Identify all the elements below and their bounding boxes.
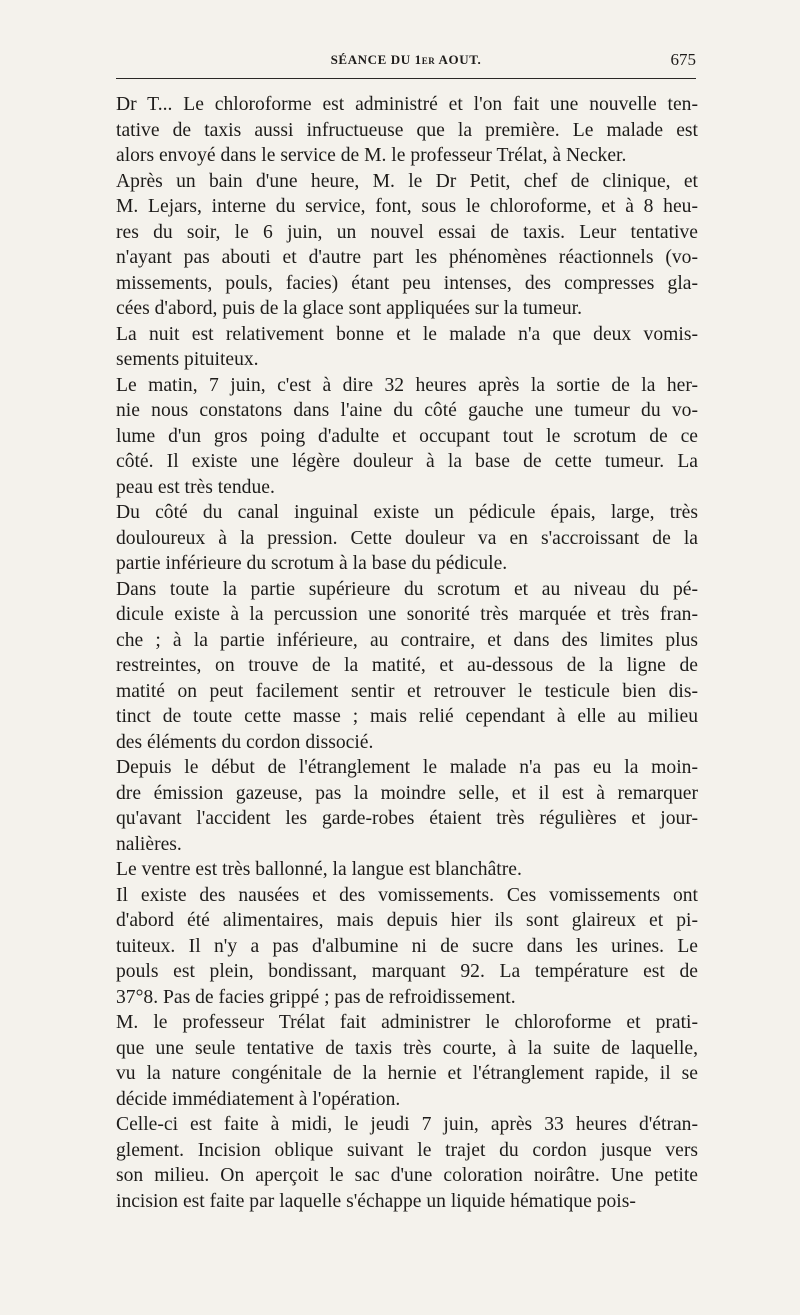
text-line: matité on peut facilement sentir et retrouver le testicule bien dis- — [116, 680, 698, 702]
text-line: cées d'abord, puis de la glace sont appliquées sur la tumeur. — [116, 298, 583, 319]
text-line: glement. Incision oblique suivant le trajet du cordon jusque vers — [116, 1139, 698, 1161]
text-line: partie inférieure du scrotum à la base du pédicule. — [116, 553, 508, 574]
text-line: Depuis le début de l'étranglement le malade n'a pas eu la moin- — [116, 757, 698, 778]
text-line: n'ayant pas abouti et d'autre part les phénomènes réactionnels (vo- — [116, 247, 698, 268]
paragraph — [116, 92, 698, 169]
text-line: Dr T... Le chloroforme est administré et l'on fait une nouvelle ten- — [116, 94, 698, 115]
text-line: tative de taxis aussi infructueuse que la première. Le malade est — [116, 119, 698, 141]
header-rule — [116, 78, 696, 79]
text-line: restreintes, on trouve de la matité, et au-dessous de la ligne de — [116, 655, 698, 676]
text-line: missements, pouls, facies) étant peu intenses, des compresses gla- — [116, 272, 698, 294]
text-line: incision est faite par laquelle s'échappe un liquide hématique pois- — [116, 1190, 636, 1212]
paragraph — [116, 1010, 698, 1112]
text-line: que une seule tentative de taxis très courte, à la suite de laquelle, — [116, 1037, 698, 1059]
paragraph — [116, 883, 698, 1011]
paragraph — [116, 755, 698, 857]
text-line: Du côté du canal inguinal existe un pédicule épais, large, très — [116, 502, 698, 523]
text-line: pouls est plein, bondissant, marquant 92. La température est de — [116, 961, 698, 982]
body-text — [116, 92, 698, 1214]
text-line: Dans toute la partie supérieure du scrotum et au niveau du pé- — [116, 578, 698, 600]
text-line: M. Lejars, interne du service, font, sous le chloroforme, et à 8 heu- — [116, 196, 698, 217]
paragraph — [116, 322, 698, 373]
page-header — [116, 52, 696, 76]
text-line: che ; à la partie inférieure, au contraire, et dans des limites plus — [116, 629, 698, 651]
text-line: Celle-ci est faite à midi, le jeudi 7 juin, après 33 heures d'étran- — [116, 1114, 698, 1135]
running-title: SÉANCE DU 1er AOUT. — [330, 52, 482, 67]
text-line: peau est très tendue. — [116, 476, 275, 498]
text-line: douloureux à la pression. Cette douleur va en s'accroissant de la — [116, 527, 698, 549]
page-number: 675 — [670, 50, 696, 69]
text-line: sements pituiteux. — [116, 349, 259, 370]
text-line: res du soir, le 6 juin, un nouvel essai de taxis. Leur tentative — [116, 221, 698, 243]
text-line: lume d'un gros poing d'adulte et occupant tout le scrotum de ce — [116, 425, 698, 447]
paragraph — [116, 857, 698, 883]
paragraph — [116, 1112, 698, 1214]
text-line: vu la nature congénitale de la hernie et l'étranglement rapide, il se — [116, 1063, 698, 1084]
text-line: nie nous constatons dans l'aine du côté gauche une tumeur du vo- — [116, 400, 698, 421]
text-line: Le ventre est très ballonné, la langue est blanchâtre. — [116, 859, 522, 880]
paragraph — [116, 373, 698, 501]
text-line: Le matin, 7 juin, c'est à dire 32 heures après la sortie de la her- — [116, 374, 698, 396]
text-line: 37°8. Pas de facies grippé ; pas de refroidissement. — [116, 986, 516, 1008]
text-line: d'abord été alimentaires, mais depuis hier ils sont glaireux et pi- — [116, 910, 698, 931]
text-line: côté. Il existe une légère douleur à la base de cette tumeur. La — [116, 451, 698, 472]
text-line: nalières. — [116, 833, 182, 855]
text-line: Après un bain d'une heure, M. le Dr Petit, chef de clinique, et — [116, 170, 698, 192]
text-line: décide immédiatement à l'opération. — [116, 1088, 401, 1110]
text-line: qu'avant l'accident les garde-robes étaient très régulières et jour- — [116, 808, 698, 829]
paragraph — [116, 169, 698, 322]
text-line: dre émission gazeuse, pas la moindre selle, et il est à remarquer — [116, 782, 698, 804]
text-line: alors envoyé dans le service de M. le professeur Trélat, à Necker. — [116, 145, 627, 166]
text-line: La nuit est relativement bonne et le malade n'a que deux vomis- — [116, 323, 698, 345]
text-line: dicule existe à la percussion une sonorité très marquée et très fran- — [116, 604, 698, 625]
text-line: tuiteux. Il n'y a pas d'albumine ni de sucre dans les urines. Le — [116, 935, 698, 957]
paragraph — [116, 500, 698, 577]
text-line: M. le professeur Trélat fait administrer le chloroforme et prati- — [116, 1012, 698, 1033]
text-line: Il existe des nausées et des vomissements. Ces vomissements ont — [116, 884, 698, 906]
text-line: son milieu. On aperçoit le sac d'une coloration noirâtre. Une petite — [116, 1165, 698, 1186]
text-line: tinct de toute cette masse ; mais relié cependant à elle au milieu — [116, 706, 698, 727]
text-line: des éléments du cordon dissocié. — [116, 731, 374, 753]
paragraph — [116, 577, 698, 756]
